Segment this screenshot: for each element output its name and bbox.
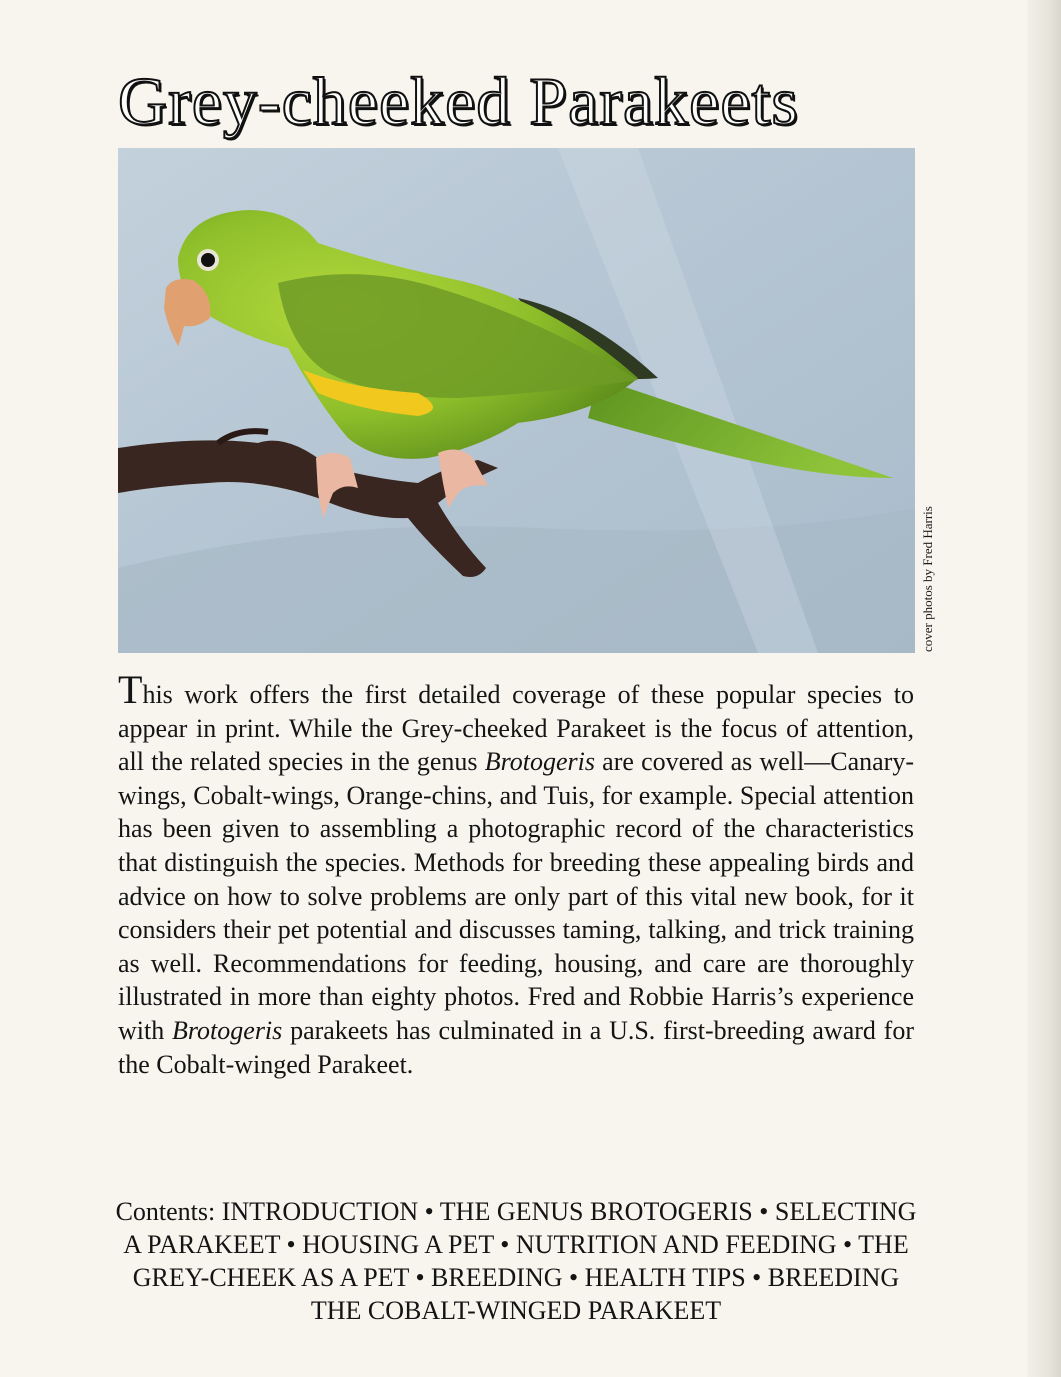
description-part-1: his work offers the first detailed coverage of these popular species to appear in print. While the Grey-cheeked Parakeet is the focus of attention, all the related species in the genus	[118, 680, 914, 777]
photo-credit: cover photos by Fred Harris	[920, 506, 935, 652]
description-part-3: parakeets has culminated in a U.S. first-breeding award for the Cobalt-winged Parakeet.	[118, 1015, 914, 1079]
parakeet-photo-illustration	[118, 148, 915, 653]
genus-name: Brotogeris	[172, 1015, 283, 1045]
contents-list: INTRODUCTION • THE GENUS BROTOGERIS • SELECTING A PARAKEET • HOUSING A PET • NUTRITION AND FEEDING • THE GREY-CHEEK AS A PET • BREEDING • HEALTH TIPS • BREEDING THE COBALT-WINGED PARAKEET	[123, 1197, 917, 1325]
genus-name: Brotogeris	[484, 747, 595, 777]
page-edge	[1027, 0, 1061, 1377]
contents-label: Contents:	[115, 1197, 216, 1226]
cover-photo	[118, 148, 915, 653]
description-part-2: are covered as well—Canary-wings, Cobalt-wings, Orange-chins, and Tuis, for example. Special attention has been given to assembling a photographic record of the characteristics that distinguish the species. Methods for breeding these appealing birds and advice on how to solve problems are only part of this vital new book, for it considers their pet potential and discusses taming, talking, and trick training as well. Recommendations for feeding, housing, and care are thoroughly illustrated in more than eighty photos. Fred and Robbie Harris’s experience with	[118, 747, 914, 1045]
drop-cap: T	[118, 667, 143, 712]
book-title: Grey-cheeked Parakeets	[118, 63, 799, 139]
cover-description	[118, 667, 914, 1081]
table-of-contents	[110, 1195, 922, 1327]
